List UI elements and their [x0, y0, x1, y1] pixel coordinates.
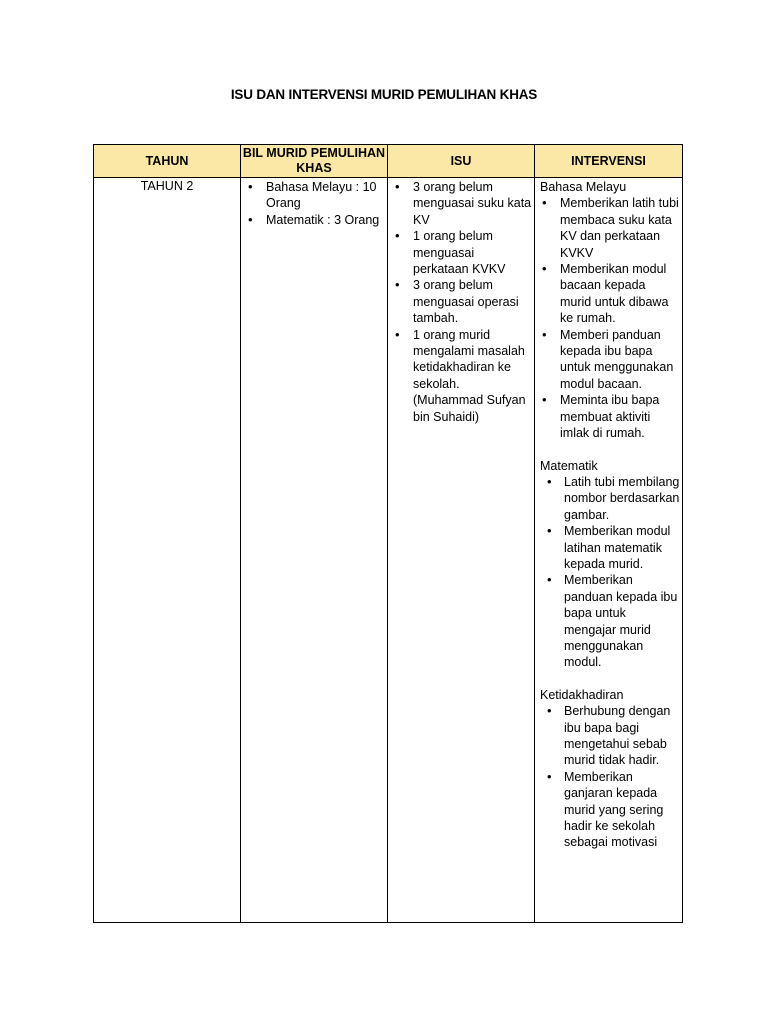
list-item: • 1 orang murid mengalami masalah ketidakhadiran ke sekolah. (Muhammad Sufyan bin Suhaidi): [388, 327, 534, 425]
list-item: • Memberikan latih tubi membaca suku kata KV dan perkataan KVKV: [535, 195, 682, 261]
list-item: • Matematik : 3 Orang: [241, 212, 387, 228]
section-heading-matematik: Matematik: [540, 458, 598, 473]
header-isu: ISU: [388, 145, 535, 178]
cell-bil-murid: [241, 178, 388, 923]
intervensi-ketidakhadiran-list: [535, 703, 682, 851]
intervensi-matematik-list: [535, 474, 682, 671]
list-item: • Meminta ibu bapa membuat aktiviti imlak di rumah.: [535, 392, 682, 441]
bil-murid-list: [241, 179, 387, 228]
list-item: • 1 orang belum menguasai perkataan KVKV: [388, 228, 534, 277]
cell-intervensi: [535, 178, 683, 923]
intervensi-bahasa-melayu-list: [535, 195, 682, 441]
header-bil-murid: BIL MURID PEMULIHAN KHAS: [241, 145, 388, 178]
list-item: • Memberi panduan kepada ibu bapa untuk menggunakan modul bacaan.: [535, 327, 682, 393]
list-item: • Memberikan modul latihan matematik kepada murid.: [535, 523, 682, 572]
list-item: • Memberikan ganjaran kepada murid yang sering hadir ke sekolah sebagai motivasi: [535, 769, 682, 851]
section-heading-bahasa-melayu: Bahasa Melayu: [540, 180, 627, 194]
list-item: • 3 orang belum menguasai operasi tambah.: [388, 277, 534, 326]
cell-tahun: TAHUN 2: [94, 178, 241, 923]
cell-isu: [388, 178, 535, 923]
header-tahun: TAHUN: [94, 145, 241, 178]
list-item: • 3 orang belum menguasai suku kata KV: [388, 179, 534, 228]
issue-intervention-table: [93, 144, 683, 923]
table-row: [94, 178, 683, 923]
header-intervensi: INTERVENSI: [535, 145, 683, 178]
list-item: • Berhubung dengan ibu bapa bagi mengetahui sebab murid tidak hadir.: [535, 703, 682, 769]
list-item: • Memberikan modul bacaan kepada murid untuk dibawa ke rumah.: [535, 261, 682, 327]
list-item: • Bahasa Melayu : 10 Orang: [241, 179, 387, 212]
list-item: • Memberikan panduan kepada ibu bapa untuk mengajar murid menggunakan modul.: [535, 572, 682, 670]
table-header-row: [94, 145, 683, 178]
isu-list: [388, 179, 534, 425]
list-item: • Latih tubi membilang nombor berdasarkan gambar.: [535, 474, 682, 523]
section-heading-ketidakhadiran: Ketidakhadiran: [540, 687, 624, 702]
document-title: ISU DAN INTERVENSI MURID PEMULIHAN KHAS: [230, 87, 538, 102]
